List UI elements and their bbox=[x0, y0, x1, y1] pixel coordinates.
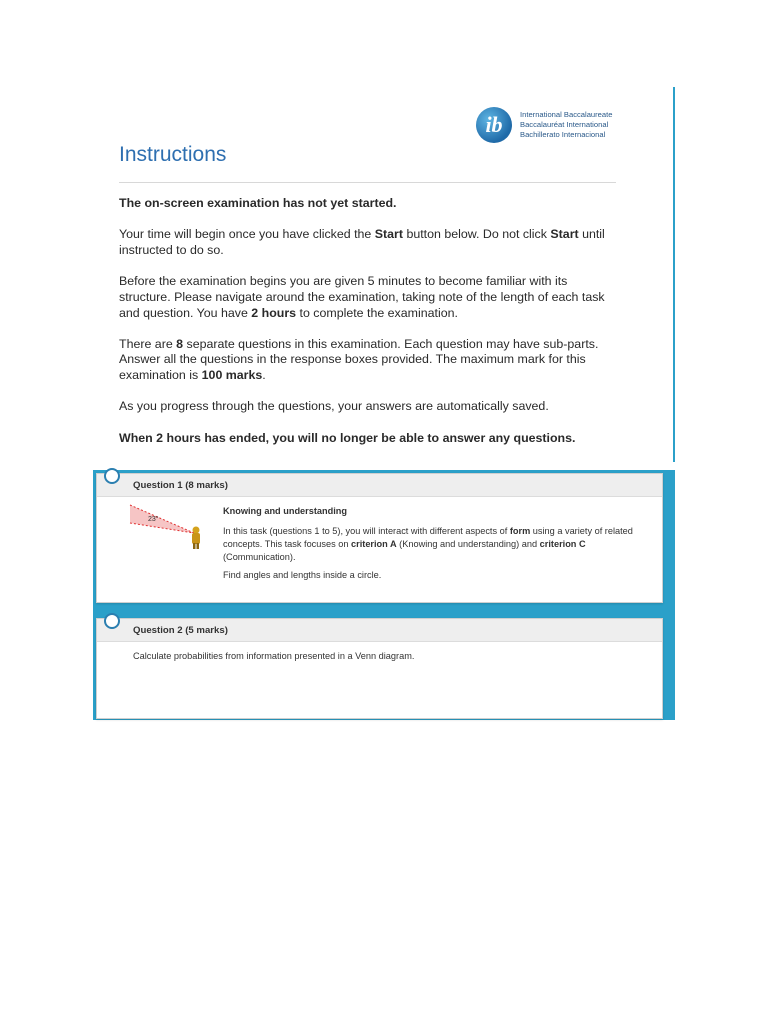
question-content bbox=[223, 505, 648, 587]
circle-icon[interactable] bbox=[104, 468, 120, 484]
question-card-1[interactable] bbox=[96, 473, 663, 603]
question-description: Calculate probabilities from information presented in a Venn diagram. bbox=[133, 651, 415, 661]
instruction-time-end: When 2 hours has ended, you will no longer be able to answer any questions. bbox=[119, 430, 576, 445]
angle-illustration-icon bbox=[128, 503, 213, 553]
question-title: Question 2 (5 marks) bbox=[133, 624, 228, 636]
circle-icon[interactable] bbox=[104, 613, 120, 629]
page-border-line bbox=[673, 87, 675, 462]
title-divider bbox=[119, 182, 616, 183]
question-card-2[interactable] bbox=[96, 618, 663, 719]
ib-logo bbox=[476, 104, 626, 146]
question-title: Question 1 (8 marks) bbox=[133, 479, 228, 491]
questions-panel bbox=[93, 470, 675, 720]
instruction-questions: There are 8 separate questions in this examination. Each question may have sub-parts. Answer all the questions in the response boxes provided. The maximum mark for this examination is 100 marks. bbox=[119, 336, 599, 383]
question-header[interactable] bbox=[97, 619, 662, 642]
instruction-start-time: Your time will begin once you have clicked the Start button below. Do not click Start until instructed to do so. bbox=[119, 227, 605, 257]
angle-label: 23° bbox=[148, 516, 159, 523]
instructions-body bbox=[119, 196, 614, 462]
ib-logo-names: International Baccalaureate Baccalauréat International Bachillerato Internacional bbox=[520, 110, 613, 139]
person-figure-icon bbox=[192, 527, 200, 550]
ib-logo-mark-icon: ib bbox=[476, 107, 512, 143]
page-title: Instructions bbox=[119, 143, 227, 166]
question-subtitle: Knowing and understanding bbox=[223, 506, 348, 516]
question-description: In this task (questions 1 to 5), you will interact with different aspects of form using a variety of related concepts. This task focuses on criterion A (Knowing and understanding) and criterion C (Communication). bbox=[223, 526, 633, 562]
question-header[interactable] bbox=[97, 474, 662, 497]
question-task: Find angles and lengths inside a circle. bbox=[223, 570, 382, 580]
instruction-familiarise: Before the examination begins you are given 5 minutes to become familiar with its structure. Please navigate around the examination, taking note of the length of each task and question. You have 2 hours to complete the examination. bbox=[119, 274, 605, 320]
instruction-not-started: The on-screen examination has not yet started. bbox=[119, 196, 397, 210]
instruction-autosave: As you progress through the questions, your answers are automatically saved. bbox=[119, 399, 549, 414]
